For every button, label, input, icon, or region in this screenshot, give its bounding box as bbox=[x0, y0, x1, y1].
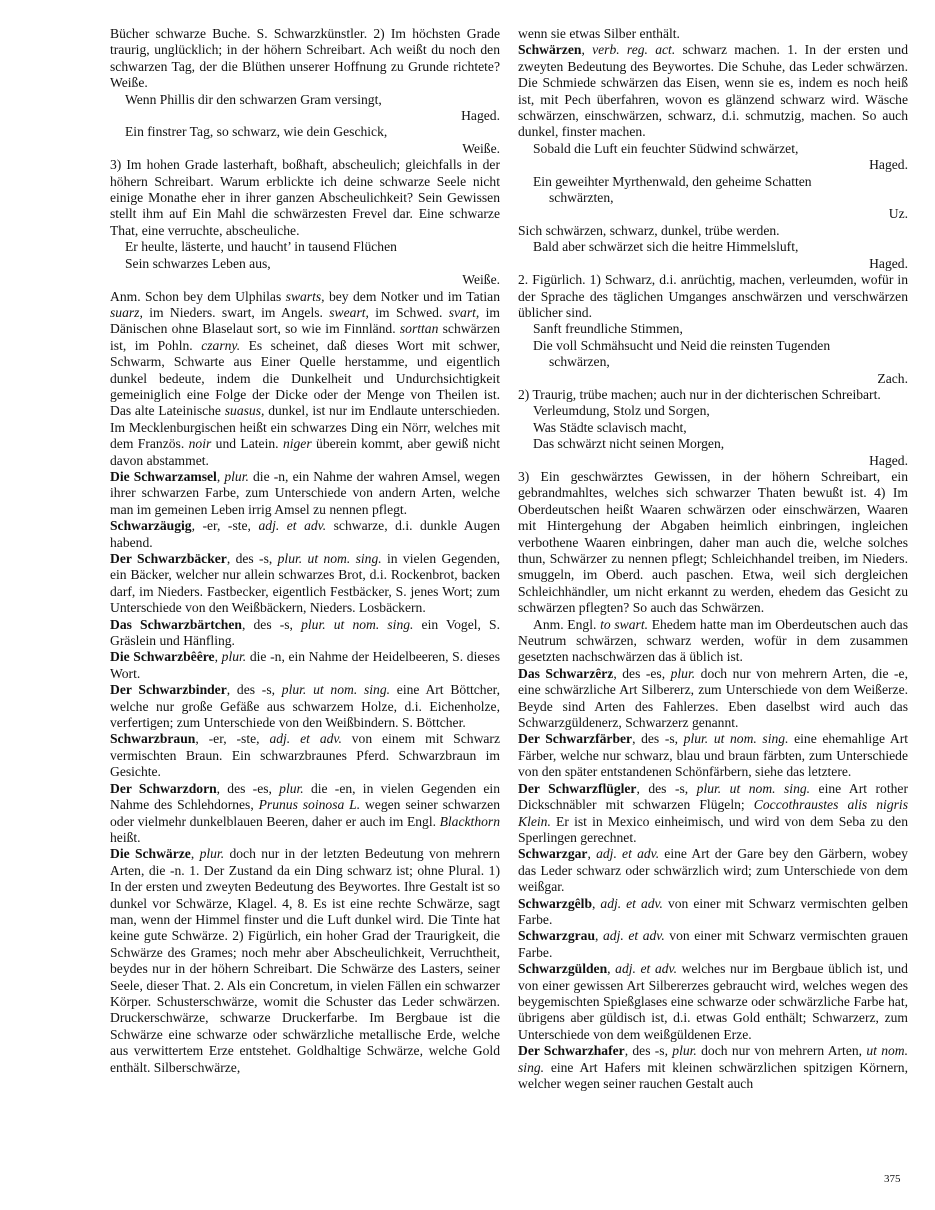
italic-term: plur. ut nom. sing. bbox=[696, 780, 811, 796]
text-segment: wenn sie etwas Silber enthält. bbox=[518, 26, 680, 41]
text-segment: eine Art Hafers mit kleinen schwärzlichen spitzigen Körnern, welcher wegen seiner rauchen Gestalt auch bbox=[518, 1059, 908, 1091]
italic-term: adj. et adv. bbox=[269, 731, 342, 747]
verse-line bbox=[518, 141, 908, 157]
text-segment: , bbox=[190, 846, 200, 862]
entry-paragraph bbox=[110, 649, 500, 682]
text-segment: Sein schwarzes Leben aus, bbox=[125, 255, 271, 271]
headword: Schwärzen bbox=[518, 42, 582, 58]
italic-term: plur. bbox=[279, 780, 304, 796]
text-segment: Weiße. bbox=[462, 272, 500, 288]
entry-paragraph bbox=[110, 551, 500, 617]
text-segment: von einer mit Schwarz vermischten grauen Farbe. bbox=[518, 928, 908, 960]
indented-paragraph bbox=[518, 617, 908, 666]
text-segment: im Schwed. bbox=[368, 304, 449, 320]
verse-line bbox=[518, 436, 908, 452]
italic-term: adj. et adv. bbox=[603, 928, 665, 944]
text-segment: , des -s, bbox=[226, 551, 278, 566]
headword: Schwarzäugig bbox=[110, 518, 192, 534]
source-attribution bbox=[518, 453, 908, 469]
italic-term: adj. et adv. bbox=[615, 961, 677, 977]
left-column bbox=[110, 26, 500, 1076]
text-segment: , des -s, bbox=[636, 780, 697, 796]
entry-paragraph bbox=[110, 26, 500, 92]
text-segment: Uz. bbox=[888, 206, 908, 222]
headword: Schwarzgülden bbox=[518, 961, 608, 977]
headword: Schwarzgar bbox=[518, 846, 588, 862]
text-segment: , des -s, bbox=[241, 616, 302, 632]
text-segment: Haged. bbox=[869, 452, 908, 468]
text-segment: eine ehemahlige Art Färber, welche nur schwarz, blau und braun färbten, zum Unterschiede von den später entstandenen Schönfärbern, siehe das letztere. bbox=[518, 731, 909, 780]
entry-paragraph bbox=[518, 781, 908, 847]
headword: Das Schwarzêrz bbox=[518, 665, 614, 681]
text-segment: Bücher schwarze Buche. S. Schwarzkünstler. 2) Im höchsten Grade traurig, unglücklich; in der höhern Schreibart. Ach weißt du noch den schwarzen Tag, der die Blüthen unserer Hoffnung zu Grunde richtete? Weiße. bbox=[110, 26, 500, 91]
entry-paragraph bbox=[110, 469, 500, 518]
text-segment: Wenn Phillis dir den schwarzen Gram versingt, bbox=[125, 91, 382, 107]
text-segment: die -n, ein Nahme der wahren Amsel, wegen ihrer schwarzen Farbe, zum Unterschiede von andern Arten, welche man im gemeinen Leben irrig Amsel zu nennen pflegt. bbox=[110, 468, 500, 517]
headword: Der Schwarzflügler bbox=[518, 780, 637, 796]
entry-paragraph bbox=[110, 289, 500, 469]
entry-paragraph bbox=[110, 518, 500, 551]
text-segment: schwarze, d.i. dunkle Augen habend. bbox=[110, 518, 501, 550]
italic-term: sweart, bbox=[329, 304, 369, 320]
italic-term: suasus, bbox=[224, 403, 265, 419]
text-segment: Er heulte, lästerte, und haucht’ in tausend Flüchen bbox=[125, 239, 397, 255]
text-segment: , des -es, bbox=[216, 780, 280, 796]
text-segment: welches nur im Bergbaue üblich ist, und von einer gewissen Art Silbererzes gebraucht wird, welches wegen des beygemischten Spießglases eine schwarze oder schwärzliche Farbe hat, übrigens aber güldisch ist, d.i. etwas Gold enthält; Schwarzerz, zum Unterschiede von dem weißgüldenen Erze. bbox=[518, 961, 908, 1042]
italic-term: to swart. bbox=[600, 616, 648, 632]
entry-paragraph bbox=[518, 666, 908, 732]
entry-paragraph bbox=[518, 1043, 908, 1092]
entry-paragraph bbox=[518, 469, 908, 617]
italic-term: plur. bbox=[224, 468, 249, 484]
text-segment: heißt. bbox=[110, 829, 141, 845]
entry-paragraph bbox=[518, 387, 908, 403]
text-segment: 3) Im hohen Grade lasterhaft, boßhaft, abscheulich; gleichfalls in der höhern Schreibart. Warum erblickte ich deine schwarze Seele nicht einige Monathe eher in ihrer ganzen Abscheulichkeit? Sein Gewissen stellt ihm auf Ein Mahl die schwärzesten Frevel dar. Eine schwarze That, eine verruchte, abscheuliche. bbox=[110, 157, 500, 238]
text-segment: , bbox=[587, 846, 597, 862]
headword: Die Schwärze bbox=[110, 846, 191, 862]
headword: Der Schwarzdorn bbox=[110, 780, 217, 796]
text-segment: im Dänischen ohne Blaselaut sort, so wie im Finnländ. bbox=[110, 304, 500, 337]
entry-paragraph bbox=[110, 731, 500, 780]
entry-paragraph bbox=[110, 781, 500, 847]
verse-line bbox=[518, 420, 908, 436]
italic-term: plur. bbox=[672, 1043, 697, 1059]
text-segment: , -er, -ste, bbox=[191, 518, 259, 534]
italic-term: Prunus soinosa L. bbox=[258, 797, 361, 813]
text-segment: Anm. Schon bey dem Ulphilas bbox=[110, 288, 286, 304]
text-segment: schwärzen, bbox=[549, 354, 610, 370]
text-segment: , bbox=[214, 649, 222, 665]
headword: Schwarzbraun bbox=[110, 731, 196, 747]
text-segment: Haged. bbox=[869, 157, 908, 173]
text-segment: Sobald die Luft ein feuchter Südwind schwärzet, bbox=[533, 140, 799, 156]
entry-paragraph bbox=[518, 26, 908, 42]
text-segment: doch nur von mehrern Arten, die -e, eine schwärzliche Art Silbererz, zum Unterschiede von dem Weißerze. Beyde sind Arten des Fahlerzes. Eben daselbst wird auch das Schwarzgüldenerz, Schwarzerz genannt. bbox=[518, 665, 908, 731]
italic-term: plur. bbox=[670, 665, 696, 681]
text-segment: , bbox=[607, 961, 616, 977]
text-segment: 2) Traurig, trübe machen; auch nur in der dichterischen Schreibart. bbox=[518, 386, 881, 402]
text-segment: Weiße. bbox=[462, 140, 500, 156]
text-segment: ein Vogel, S. Gräslein und Hänfling. bbox=[110, 616, 500, 649]
headword: Schwarzgrau bbox=[518, 928, 596, 944]
italic-term: plur. bbox=[199, 846, 225, 862]
source-attribution bbox=[518, 371, 908, 387]
text-segment: Zach. bbox=[877, 370, 908, 386]
italic-term: sorttan bbox=[399, 321, 439, 337]
italic-term: noir bbox=[188, 436, 212, 452]
headword: Der Schwarzfärber bbox=[518, 731, 633, 747]
text-segment: , -er, -ste, bbox=[195, 731, 270, 747]
text-segment: von einem mit Schwarz vermischten Braun. Ein schwarzbraunes Pferd. Schwarzbraun im Gesichte. bbox=[110, 731, 500, 780]
entry-paragraph bbox=[518, 846, 908, 895]
text-segment: 2. Figürlich. 1) Schwarz, d.i. anrüchtig, machen, verleumden, wofür in der Sprache des täglichen Umganges anschwärzen und verschwärzen üblicher sind. bbox=[518, 272, 908, 320]
verse-line bbox=[110, 239, 500, 255]
text-segment: in vielen Gegenden, ein Bäcker, welcher nur allein schwarzes Brot, d.i. Rockenbrot, backen darf, im Nieders. Fastbecker, eigentlich Festbäcker, S. jenes Wort; zum Unterschiede von den Weißbäckern, Nieders. Losbäckern. bbox=[110, 551, 500, 616]
right-column bbox=[518, 26, 908, 1092]
headword: Der Schwarzhafer bbox=[518, 1043, 625, 1059]
italic-term: plur. ut nom. sing. bbox=[277, 551, 382, 566]
text-segment: bey dem Notker und im Tatian bbox=[324, 288, 500, 304]
text-segment: 3) Ein geschwärztes Gewissen, in der höhern Schreibart, ein gebrandmahltes, welches sich schwarzer Thaten bewußt ist. 4) Im Oberdeutschen heißt Waaren schwärzen oder einschwärzen, Waaren mit Hintergehung der Abgaben heimlich einbringen, ingleichen verbothene Waaren einbringen, daher man auch die, welche solches thun, Schwärzer zu nennen pflegt; Schleichhandel treiben, im Nieders. smuggeln, im Oberd. auch paschen. Etwa, weil sich dergleichen Schleichhändler, um nicht erkannt zu werden, ehedem das Gesicht zu schwärzen pflegten? So auch das Schwärzen. bbox=[518, 468, 908, 616]
text-segment: überein kommt, aber gewiß nicht davon abstammet. bbox=[110, 436, 501, 468]
entry-paragraph bbox=[518, 42, 908, 140]
italic-term: swarts, bbox=[285, 288, 325, 304]
text-segment: Das schwärzt nicht seinen Morgen, bbox=[533, 436, 725, 452]
text-segment: die -n, ein Nahme der Heidelbeeren, S. dieses Wort. bbox=[110, 649, 501, 681]
text-segment: schwarz machen. 1. In der ersten und zweyten Bedeutung des Beywortes. Die Schuhe, das Leder schwärzen. Die Schmiede schwärzen das Eisen, wenn sie es, indem es noch heiß ist, mit Pech überfahren, wovon es glänzend schwarz wird. Wäsche schwärzen, einschwärzen, schwarz, d.i. schmutzig, machen. So auch dunkel, finster machen. bbox=[518, 42, 909, 140]
text-segment: Haged. bbox=[869, 255, 908, 271]
text-segment: eine Art der Gare bey den Gärbern, wobey das Leder schwarz oder schwärzlich wird; zum Unterschiede von dem weißgar. bbox=[518, 846, 908, 895]
entry-paragraph bbox=[518, 272, 908, 321]
headword: Der Schwarzbinder bbox=[110, 682, 227, 698]
text-segment: Er ist in Mexico einheimisch, und wird von dem Seba zu den Sperlingen gerechnet. bbox=[518, 813, 908, 845]
entry-paragraph bbox=[110, 617, 500, 650]
verse-line bbox=[518, 338, 908, 354]
italic-term: suarz, bbox=[110, 304, 143, 320]
italic-term: ut nom. sing. bbox=[518, 1043, 909, 1075]
source-attribution bbox=[110, 272, 500, 288]
italic-term: plur. ut nom. sing. bbox=[301, 616, 414, 632]
source-attribution bbox=[518, 157, 908, 173]
verse-line bbox=[518, 239, 908, 255]
text-segment: Die voll Schmähsucht und Neid die reinsten Tugenden bbox=[533, 337, 831, 353]
italic-term: Blackthorn bbox=[439, 813, 500, 829]
entry-paragraph bbox=[110, 846, 500, 1076]
text-segment: , des -s, bbox=[632, 731, 684, 747]
text-segment: , des -s, bbox=[226, 682, 282, 698]
text-segment: Sanft freundliche Stimmen, bbox=[533, 321, 683, 337]
text-segment: von einer mit Schwarz vermischten gelben Farbe. bbox=[518, 895, 908, 927]
verse-line bbox=[518, 403, 908, 419]
text-segment: Haged. bbox=[461, 108, 500, 124]
text-segment: Ehedem hatte man im Oberdeutschen auch das Neutrum schwärzen, schwarz werden, wofür in dem zusammen gesetzten nachschwärzen das ä üblich ist. bbox=[518, 616, 908, 665]
italic-term: svart, bbox=[448, 304, 480, 320]
text-segment: eine Art Böttcher, welche nur große Gefäße aus schwarzem Holze, d.i. Eichenholze, verfertigen; zum Unterschiede von den Weißbindern. S. Böttcher. bbox=[110, 682, 500, 731]
text-segment: Bald aber schwärzet sich die heitre Himmelsluft, bbox=[533, 239, 799, 255]
text-segment: doch nur in der letzten Bedeutung von mehrern Arten, die -n. 1. Der Zustand da ein Ding schwarz ist; ohne Plural. 1) In der ersten und zweyten Bedeutung des Beywortes. Ihre Gestalt ist so dunkel vor Schwärze, Klagel. 4, 8. Es ist eine rechte Schwärze, sagt man, wenn der Himmel finster und die Luft dunkel wird. Die Tinte hat keine gute Schwärze. 2) Figürlich, ein hoher Grad der Traurigkeit, die Schwärze des Grames; noch mehr aber Abscheulichkeit, Verruchtheit, beydes nur in der höhern Schreibart. Die Schwärze des Lasters, seiner Seele, dieser That. 2. Als ein Concretum, in vielen Fällen ein schwarzer Körper. Schusterschwärze, womit die Schuster das Leder schwärzen. Druckerschwärze, schwarze Druckerfarbe. Im Bergbaue ist die Schwärze eine schwarze oder schwärzliche metallische Erde, welche aus verwittertem Erze entstehet. Goldhaltige Schwärze, welche Gold enthält. Silberschwärze, bbox=[110, 846, 501, 1075]
source-attribution bbox=[518, 256, 908, 272]
text-segment: schwärzten, bbox=[549, 190, 614, 206]
headword: Der Schwarzbäcker bbox=[110, 551, 227, 566]
entry-paragraph bbox=[518, 223, 908, 239]
italic-term: verb. reg. act. bbox=[592, 42, 676, 58]
italic-term: czarny. bbox=[201, 337, 241, 353]
italic-term: adj. et adv. bbox=[600, 895, 663, 911]
verse-continuation bbox=[518, 190, 908, 206]
verse-continuation bbox=[518, 354, 908, 370]
italic-term: plur. ut nom. sing. bbox=[683, 731, 789, 747]
entry-paragraph bbox=[518, 896, 908, 929]
text-segment: und Latein. bbox=[211, 436, 283, 452]
text-segment: , des -es, bbox=[613, 665, 671, 681]
headword: Die Schwarzamsel bbox=[110, 468, 217, 484]
headword: Schwarzgêlb bbox=[518, 895, 593, 911]
entry-paragraph bbox=[518, 961, 908, 1043]
text-segment: Sich schwärzen, schwarz, dunkel, trübe werden. bbox=[518, 222, 780, 238]
entry-paragraph bbox=[518, 731, 908, 780]
text-segment: , des -s, bbox=[624, 1043, 673, 1059]
text-segment: schwärzen ist, im Pohln. bbox=[110, 321, 500, 353]
source-attribution bbox=[110, 141, 500, 157]
text-segment: eine Art rother Dickschnäbler mit schwarzen Flügeln; bbox=[518, 780, 908, 813]
text-segment: Was Städte sclavisch macht, bbox=[533, 419, 687, 435]
text-segment: , bbox=[595, 928, 603, 944]
text-segment: Es scheinet, daß dieses Wort mit schwer, Schwarm, Schwarte aus Einer Quelle herstamme, und eigentlich dunkel bedeute, indem die Dunkelheit und Undurchsichtigkeit gemeiniglich eine Folge der Dicke oder der Menge von Theilen ist. Das alte Lateinische bbox=[110, 337, 500, 419]
text-segment: doch nur von mehrern Arten, bbox=[696, 1043, 867, 1059]
headword: Das Schwarzbärtchen bbox=[110, 616, 242, 632]
text-segment: , bbox=[216, 468, 225, 484]
text-segment: Anm. Engl. bbox=[533, 616, 601, 632]
entry-paragraph bbox=[110, 682, 500, 731]
italic-term: Coccothraustes alis nigris Klein. bbox=[518, 797, 908, 829]
verse-line bbox=[110, 92, 500, 108]
verse-line bbox=[518, 321, 908, 337]
text-segment: , bbox=[581, 42, 593, 58]
italic-term: niger bbox=[282, 436, 312, 452]
text-segment: Ein geweihter Myrthenwald, den geheime Schatten bbox=[533, 173, 812, 189]
text-segment: die -en, in vielen Gegenden ein Nahme des Schlehdornes, bbox=[110, 780, 500, 813]
source-attribution bbox=[518, 206, 908, 222]
verse-line bbox=[518, 174, 908, 190]
source-attribution bbox=[110, 108, 500, 124]
italic-term: plur. ut nom. sing. bbox=[281, 682, 391, 698]
italic-term: adj. et adv. bbox=[596, 846, 660, 862]
page-number: 375 bbox=[884, 1173, 901, 1185]
headword: Die Schwarzbêêre bbox=[110, 649, 215, 665]
verse-line bbox=[110, 124, 500, 140]
text-segment: wegen seiner schwarzen oder vielmehr dunkelblauen Beeren, daher er auch im Engl. bbox=[110, 797, 501, 829]
text-segment: Verleumdung, Stolz und Sorgen, bbox=[533, 403, 710, 419]
entry-paragraph bbox=[110, 157, 500, 239]
text-segment: Ein finstrer Tag, so schwarz, wie dein Geschick, bbox=[125, 124, 388, 140]
italic-term: adj. et adv. bbox=[258, 518, 327, 534]
italic-term: plur. bbox=[221, 649, 247, 665]
text-segment: im Nieders. swart, im Angels. bbox=[142, 304, 330, 320]
entry-paragraph bbox=[518, 928, 908, 961]
verse-line bbox=[110, 256, 500, 272]
text-segment: dunkel, ist nur im Endlaute unterschieden. Im Mecklenburgischen heißt ein schwarzes Ding ein Nörr, welches mit dem Französ. bbox=[110, 403, 500, 452]
text-segment: , bbox=[592, 895, 601, 911]
